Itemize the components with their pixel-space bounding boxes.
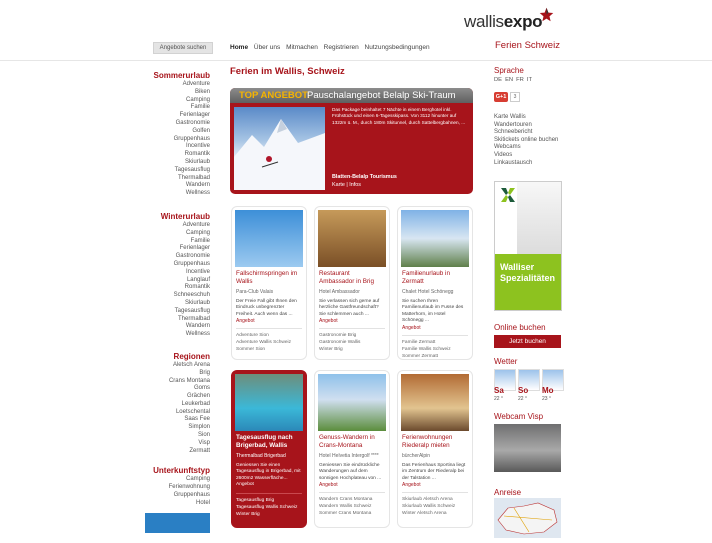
logo-text-expo: expo (503, 12, 543, 31)
offer-tag-link[interactable]: Skiurlaub Aletsch Arena (402, 497, 453, 503)
language-title: Sprache (494, 66, 524, 75)
webcam-title: Webcam Visp (494, 412, 544, 421)
offer-tag-links (236, 328, 302, 353)
offer-tag-link[interactable]: Wandern Crans Montana (319, 497, 373, 503)
search-offers-button[interactable]: Angebote suchen (153, 42, 213, 54)
sidebar-link[interactable]: Simplon (188, 424, 210, 431)
quick-link[interactable]: Skitickets online buchen (494, 136, 559, 143)
sidebar-link[interactable]: Familie (190, 237, 210, 244)
offer-link[interactable]: Angebot (402, 324, 421, 331)
right-sidebar (494, 66, 566, 167)
offer-description: Der Freie Fall gibt Ihnen den Eindruck unbegrenzter Freiheit. Auch wenn das ... (236, 298, 297, 317)
weather-temp: 22 ° (518, 396, 527, 402)
offer-title[interactable]: Tagesausflug nach Brigerbad, Wallis (236, 434, 293, 449)
weather-day: Sa (494, 386, 504, 395)
offer-link[interactable]: Angebot (236, 318, 255, 325)
offer-title[interactable]: Genuss-Wandern in Crans-Montana (319, 434, 375, 449)
nav-home[interactable]: Home (230, 44, 249, 51)
sidebar-link[interactable]: Familie (190, 104, 210, 111)
sidebar-link[interactable]: Golfen (192, 127, 210, 134)
sidebar-section-title: Sommerurlaub (153, 71, 210, 80)
offer-tag-link[interactable]: Winter Brig (236, 511, 260, 517)
sidebar-link[interactable]: Thermalbad (177, 174, 210, 181)
sidebar-link[interactable]: Adventure (182, 221, 210, 228)
sidebar-link[interactable]: Langlauf (186, 276, 210, 283)
offer-tag-links (402, 492, 468, 517)
hero-ski-image[interactable] (234, 107, 325, 190)
offer-card[interactable] (231, 206, 307, 360)
logo-text-wallis: wallis (464, 12, 504, 31)
sidebar-link[interactable]: Leukerbad (181, 400, 210, 407)
offer-card[interactable] (397, 206, 473, 360)
sidebar-link[interactable]: Thermalbad (177, 315, 210, 322)
online-booking-title: Online buchen (494, 323, 546, 332)
offer-tag-link[interactable]: Adventure Wallis Schweiz (236, 340, 292, 346)
sidebar-link[interactable]: Wellness (185, 190, 210, 197)
offer-card[interactable] (397, 370, 473, 528)
ski-mountain-image (234, 107, 325, 190)
arrival-title: Anreise (494, 488, 522, 497)
sidebar-link[interactable]: Tagesausflug (174, 307, 210, 314)
offer-tag-link[interactable]: Skiurlaub Wallis Schweiz (402, 504, 456, 510)
hero-provider[interactable]: Blatten-Belalp Tourismus (332, 174, 397, 180)
logo-subtitle: Ferien Schweiz (495, 40, 560, 51)
offer-description: Sie suchen Ihren Familienurlaub im Fusse des Matterhorn, im Hotel Schönegg ... (402, 298, 464, 324)
sidebar-link[interactable]: Ferienwohnung (168, 484, 210, 491)
offer-tag-link[interactable]: Sommer Sion (236, 347, 266, 353)
sidebar-link[interactable]: Camping (185, 96, 210, 103)
quick-link[interactable]: Webcams (494, 144, 521, 151)
sidebar-link[interactable]: Grächen (186, 393, 210, 400)
nav-terms[interactable]: Nutzungsbedingungen (364, 44, 430, 51)
hero-title[interactable]: Pauschalangebot Belalp Ski-Traum (307, 90, 456, 101)
walliser-specialties-banner[interactable] (494, 181, 562, 311)
sidebar-link[interactable]: Hotel (195, 499, 210, 506)
sidebar-link[interactable]: Gruppenhaus (173, 492, 210, 499)
sidebar-link[interactable]: Ferienlager (179, 245, 210, 252)
arrival-map[interactable] (494, 498, 561, 538)
sidebar-link[interactable]: Biken (194, 88, 210, 95)
offer-tag-link[interactable]: Gastronomie Brig (319, 333, 357, 339)
sidebar-link[interactable]: Goms (193, 385, 210, 392)
sidebar-link[interactable]: Gastronomie (175, 253, 210, 260)
sidebar-link[interactable]: Romantik (184, 151, 210, 158)
offer-link[interactable]: Angebot (319, 482, 338, 489)
offer-tag-link[interactable]: Tagesausflug Brig (236, 497, 275, 503)
sidebar-link[interactable]: Tagesausflug (174, 166, 210, 173)
offer-tag-links (319, 328, 385, 353)
offer-tag-link[interactable]: Winter Brig (319, 347, 343, 353)
offer-tag-link[interactable]: Wandern Wallis Schweiz (319, 504, 372, 510)
sidebar-section-title: Unterkunftstyp (153, 466, 210, 476)
logo-star-icon (539, 7, 554, 22)
offer-description: Das Ferienhaus Sportina liegt im Zentrum der Riederalp bei der Talstation ... (402, 462, 466, 481)
offer-tag-links (236, 493, 302, 518)
google-plus-count: 3 (510, 92, 520, 102)
offer-image[interactable] (318, 210, 386, 267)
sidebar-link[interactable]: Adventure (182, 81, 210, 87)
weather-day: Mo (542, 386, 554, 395)
offer-description: Geniessen Sie eindrückliche Wanderungen auf dem sonnigen Hochplateau von ... (319, 462, 382, 481)
offer-provider: Hotel Helvetia Intergolf **** (319, 452, 379, 459)
nav-about[interactable]: Über uns (253, 44, 281, 51)
hero-tag: TOP ANGEBOT: (239, 90, 311, 101)
offer-description: Geniessen Sie einen Tagesausflug in Brigerbad, mit 2600m2 Wasserfläche... Angebot (236, 462, 301, 488)
offer-provider: bürcherAlpin (402, 452, 431, 459)
quick-link[interactable]: Schneebericht (494, 129, 533, 136)
x-logo-icon (501, 188, 515, 202)
sidebar-link[interactable]: Skiurlaub (184, 299, 210, 306)
offer-tag-link[interactable]: Sommer Zermatt (402, 353, 438, 359)
sidebar-link[interactable]: Gastronomie (175, 119, 210, 126)
offer-tag-link[interactable]: Familie Zermatt (402, 339, 436, 345)
offer-card[interactable] (314, 206, 390, 360)
sidebar-link[interactable]: Incentive (185, 268, 210, 275)
offer-provider: Chalet Hotel Schönegg (402, 288, 454, 295)
offer-image[interactable] (318, 374, 386, 431)
offer-card[interactable] (314, 370, 390, 528)
offer-image[interactable] (235, 374, 303, 431)
logo[interactable] (464, 12, 560, 58)
offer-tag-links (319, 492, 385, 517)
left-sidebar (130, 66, 210, 508)
sidebar-link[interactable]: Wandern (185, 182, 210, 189)
lang-it[interactable]: IT (526, 77, 533, 83)
sidebar-link[interactable]: Camping (185, 476, 210, 483)
banner-product-image (517, 182, 561, 254)
nav-join[interactable]: Mitmachen (286, 44, 318, 51)
banner-green-area (495, 254, 561, 310)
offer-description: Sie verlassen sich gerne auf herzliche Gastfreundschaft? Sie schlemmen auch ... (319, 298, 380, 317)
weather-temp: 22 ° (494, 396, 503, 402)
offer-tag-link[interactable]: Gastronomie Wallis (319, 340, 361, 346)
sidebar-link[interactable]: Visp (198, 439, 210, 446)
quick-link[interactable]: Linkaustausch (494, 159, 533, 166)
offer-image[interactable] (401, 374, 469, 431)
sidebar-section-title: Winterurlaub (160, 211, 210, 221)
offer-provider: Para-Club Valais (236, 288, 274, 295)
sidebar-link[interactable]: Wandern (185, 323, 210, 330)
header (0, 0, 712, 61)
sidebar-link[interactable]: Brig (199, 369, 210, 376)
sidebar-section-title: Regionen (173, 351, 210, 361)
sidebar-link[interactable]: Crans Montana (168, 377, 210, 384)
sidebar-link[interactable]: Gruppenhaus (173, 135, 210, 142)
sidebar-link[interactable]: Wellness (185, 331, 210, 338)
switzerland-map-image (494, 498, 561, 538)
offer-tag-link[interactable]: Sommer Crans Montana (319, 511, 372, 517)
main-content (230, 66, 475, 188)
offer-link[interactable]: Angebot (402, 482, 421, 489)
quick-link[interactable]: Videos (494, 151, 513, 158)
hero-links[interactable]: Karte | Infos (332, 182, 361, 188)
offer-title[interactable]: Ferienwohnungen Riederalp mieten (402, 434, 453, 449)
sidebar-link[interactable]: Camping (185, 229, 210, 236)
sidebar-link[interactable]: Incentive (185, 143, 210, 150)
offer-tag-link[interactable]: Winter Aletsch Arena (402, 511, 447, 517)
language-switcher (494, 77, 566, 83)
webcam-image[interactable] (494, 424, 561, 472)
quick-link[interactable]: Wandertouren (494, 121, 532, 128)
weather-temp: 23 ° (542, 396, 551, 402)
page-title: Ferien im Wallis, Schweiz (230, 66, 345, 77)
sidebar-link[interactable]: Romantik (184, 284, 210, 291)
banner-text: Walliser Spezialitäten (500, 262, 556, 283)
lang-de[interactable]: DE (494, 77, 503, 83)
quick-links (494, 114, 566, 167)
top-nav (230, 44, 434, 51)
lang-en[interactable]: EN (505, 77, 514, 83)
nav-register[interactable]: Registrieren (323, 44, 359, 51)
google-plus-button[interactable]: G+1 (495, 94, 507, 100)
lang-fr[interactable]: FR (516, 77, 524, 83)
sidebar-link[interactable]: Ferienlager (179, 112, 210, 119)
offer-title[interactable]: Familienurlaub in Zermatt (402, 270, 450, 285)
offer-image[interactable] (401, 210, 469, 267)
offer-tag-link[interactable]: Tagesausflug Wallis Schweiz (236, 504, 298, 510)
sidebar-link[interactable]: Zermatt (189, 447, 210, 454)
sidebar-link[interactable]: Skiurlaub (184, 158, 210, 165)
sidebar-link[interactable]: Saas Fee (184, 416, 210, 423)
weather-title: Wetter (494, 357, 518, 366)
offer-provider: Thermalbad Brigerbad (236, 452, 286, 459)
sidebar-link[interactable]: Aletsch Arena (172, 361, 210, 368)
share-bar (494, 92, 566, 104)
sidebar-link[interactable]: Loetschental (175, 408, 210, 415)
offer-provider: Hotel Ambassador (319, 288, 360, 295)
sidebar-link[interactable]: Gruppenhaus (173, 260, 210, 267)
offer-image[interactable] (235, 210, 303, 267)
offer-card[interactable] (231, 370, 307, 528)
hero-title-bar (230, 88, 473, 103)
hero-footer (332, 174, 397, 188)
offer-link[interactable]: Angebot (319, 318, 338, 325)
sidebar-link[interactable]: Schneeschuh (173, 292, 210, 299)
top-offer-hero[interactable] (230, 88, 473, 194)
offer-title[interactable]: Fallschirmspringen im Wallis (236, 270, 298, 285)
offer-title[interactable]: Restaurant Ambassador in Brig (319, 270, 374, 285)
hero-description: Das Package beinhaltet 7 Nächte in einem Berghotel inkl. Frühstück und einen 6-Tagesskipass. Von 3112 hinunter auf 1322m ü. M., durch 180m Skitunnel, durch Sattelbergbahnen, ... (332, 107, 466, 125)
weather-day: So (518, 386, 529, 395)
sidebar-link[interactable]: Sion (197, 432, 210, 439)
book-now-button[interactable]: Jetzt buchen (494, 335, 561, 348)
offer-tag-link[interactable]: Adventure Sion (236, 333, 269, 339)
offer-tag-link[interactable]: Familie Wallis Schweiz (402, 346, 451, 352)
quick-link[interactable]: Karte Wallis (494, 114, 526, 120)
offer-tag-links (402, 335, 468, 360)
left-promo-banner[interactable] (145, 513, 210, 533)
